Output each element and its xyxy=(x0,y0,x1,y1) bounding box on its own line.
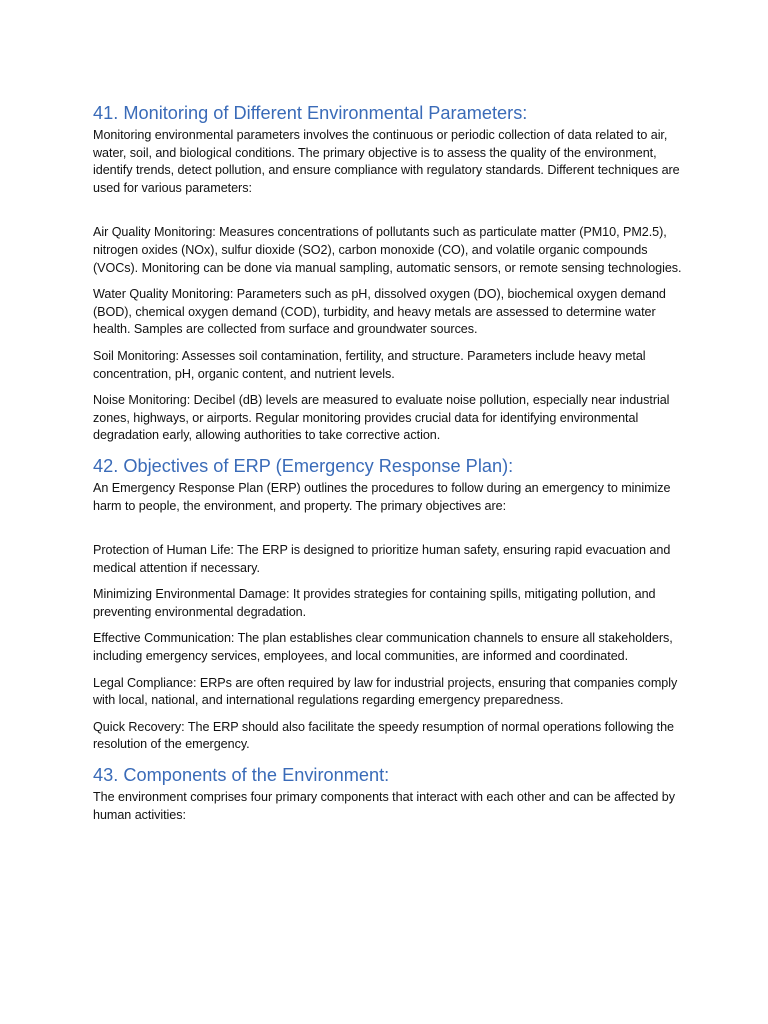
section-42 xyxy=(93,454,683,754)
section-intro: Monitoring environmental parameters involves the continuous or periodic collection of data related to air, water, soil, and biological conditions. The primary objective is to assess the quality of the environment, identify trends, detect pollution, and ensure compliance with regulatory standards. Different techniques are used for various parameters: xyxy=(93,128,680,195)
paragraph-protection-human-life: Protection of Human Life: The ERP is designed to prioritize human safety, ensuring rapid evacuation and medical attention if necessary. xyxy=(93,543,671,575)
section-intro: An Emergency Response Plan (ERP) outlines the procedures to follow during an emergency to minimize harm to people, the environment, and property. The primary objectives are: xyxy=(93,480,671,513)
paragraph-minimizing-damage: Minimizing Environmental Damage: It provides strategies for containing spills, mitigating pollution, and preventing environmental degradation. xyxy=(93,587,656,619)
paragraph-water-quality: Water Quality Monitoring: Parameters such as pH, dissolved oxygen (DO), biochemical oxygen demand (BOD), chemical oxygen demand (COD), turbidity, and heavy metals are assessed to determine water health. Samples are collected from surface and groundwater sources. xyxy=(93,287,666,337)
section-heading: 43. Components of the Environment: xyxy=(93,765,390,786)
document-body xyxy=(93,101,683,833)
paragraph-noise-monitoring: Noise Monitoring: Decibel (dB) levels are measured to evaluate noise pollution, especially near industrial zones, highways, or airports. Regular monitoring provides crucial data for identifying environmental degradation early, allowing authorities to take corrective action. xyxy=(93,393,670,443)
paragraph-quick-recovery: Quick Recovery: The ERP should also facilitate the speedy resumption of normal operations following the resolution of the emergency. xyxy=(93,719,675,752)
section-heading: 41. Monitoring of Different Environmental Parameters: xyxy=(93,103,528,123)
section-41 xyxy=(93,101,683,445)
paragraph-effective-communication: Effective Communication: The plan establishes clear communication channels to ensure all stakeholders, including emergency services, employees, and local communities, are informed and coordinated. xyxy=(93,631,673,664)
section-43 xyxy=(93,763,683,824)
section-heading: 42. Objectives of ERP (Emergency Response Plan): xyxy=(93,455,514,476)
paragraph-soil-monitoring: Soil Monitoring: Assesses soil contamination, fertility, and structure. Parameters include heavy metal concentration, pH, organic content, and nutrient levels. xyxy=(93,348,646,381)
section-intro: The environment comprises four primary components that interact with each other and can be affected by human activities: xyxy=(93,790,675,822)
paragraph-legal-compliance: Legal Compliance: ERPs are often required by law for industrial projects, ensuring that companies comply with local, national, and international regulations regarding emergency preparedness. xyxy=(93,675,678,708)
paragraph-air-quality: Air Quality Monitoring: Measures concentrations of pollutants such as particulate matter (PM10, PM2.5), nitrogen oxides (NOx), sulfur dioxide (SO2), carbon monoxide (CO), and volatile organic compounds (VOCs). Monitoring can be done via manual sampling, automatic sensors, or remote sensing technologies. xyxy=(93,225,682,275)
